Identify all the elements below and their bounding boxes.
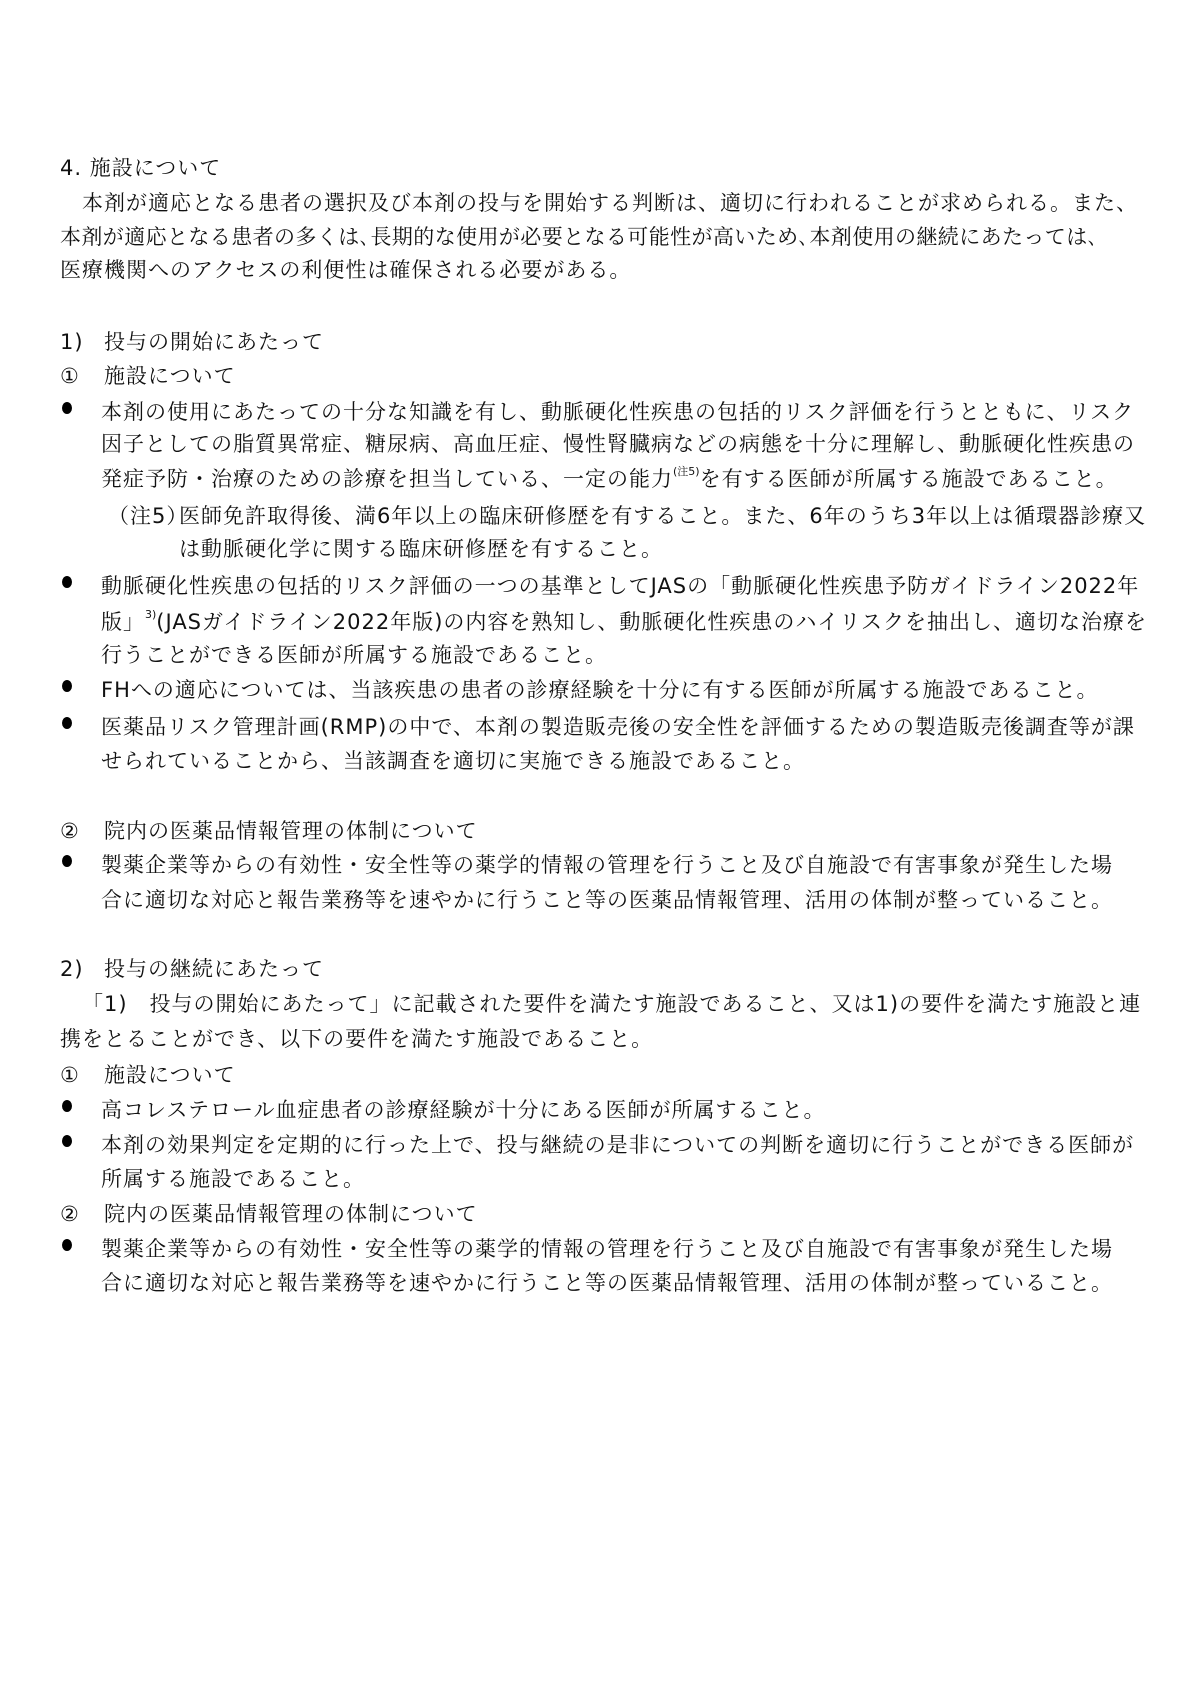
bullet-text-part: 版」 [101, 610, 145, 634]
bullet-icon [62, 576, 72, 588]
reference-mark: 3) [145, 608, 157, 621]
note-text: 医師免許取得後、満6年以上の臨床研修歴を有すること。また、6年のうち3年以上は循環器診療又 [179, 504, 1147, 528]
subsection-label: 2) [60, 957, 84, 981]
bullet-icon [62, 855, 72, 867]
bullet-text: 所属する施設であること。 [101, 1167, 365, 1191]
bullet-icon [62, 717, 72, 729]
bullet-text: 製薬企業等からの有効性・安全性等の薬学的情報の管理を行うこと及び自施設で有害事象が発生した場 [101, 1237, 1113, 1261]
bullet-icon [62, 402, 72, 414]
intro-line: 「1) 投与の開始にあたって」に記載された要件を満たす施設であること、又は1)の要件を満たす施設と連 [82, 992, 1142, 1016]
item-heading: 院内の医薬品情報管理の体制について [104, 819, 478, 843]
item-label: ① [60, 1063, 80, 1087]
bullet-text: 行うことができる医師が所属する施設であること。 [101, 643, 607, 667]
bullet-text [101, 466, 1118, 492]
note-text: は動脈硬化学に関する臨床研修歴を有すること。 [179, 537, 663, 561]
item-label: ② [60, 1202, 80, 1226]
subsection-heading: 投与の開始にあたって [104, 330, 324, 354]
bullet-text: 合に適切な対応と報告業務等を速やかに行うこと等の医薬品情報管理、活用の体制が整っていること。 [101, 1271, 1113, 1295]
subsection-heading: 投与の継続にあたって [104, 957, 324, 981]
bullet-icon [62, 680, 72, 692]
bullet-text: せられていることから、当該調査を適切に実施できる施設であること。 [101, 749, 805, 773]
bullet-text: 本剤の効果判定を定期的に行った上で、投与継続の是非についての判断を適切に行うことができる医師が [101, 1133, 1135, 1157]
item-label: ② [60, 819, 80, 843]
intro-line: 本剤が適応となる患者の選択及び本剤の投与を開始する判断は、適切に行われることが求められる。また、 [60, 191, 1138, 215]
subsection-label: 1) [60, 330, 84, 354]
bullet-text-part: (JASガイドライン2022年版)の内容を熟知し、動脈硬化性疾患のハイリスクを抽出し、適切な治療を [156, 610, 1147, 634]
bullet-text [101, 609, 1147, 635]
note-label: （注5） [108, 504, 189, 528]
bullet-text-part: 発症予防・治療のための診療を担当している、一定の能力 [101, 467, 673, 491]
item-label: ① [60, 364, 80, 388]
bullet-text: 因子としての脂質異常症、糖尿病、高血圧症、慢性腎臓病などの病態を十分に理解し、動脈硬化性疾患の [101, 432, 1135, 456]
item-heading: 施設について [104, 364, 236, 388]
item-heading: 施設について [104, 1063, 236, 1087]
footnote-ref: (注5) [673, 465, 700, 478]
bullet-text: 合に適切な対応と報告業務等を速やかに行うこと等の医薬品情報管理、活用の体制が整っていること。 [101, 888, 1113, 912]
bullet-text: 高コレステロール血症患者の診療経験が十分にある医師が所属すること。 [101, 1098, 826, 1122]
intro-line: 本剤が適応となる患者の多くは､長期的な使用が必要となる可能性が高いため､本剤使用の継続にあたっては､ [60, 225, 1099, 249]
bullet-icon [62, 1100, 72, 1112]
bullet-text: 本剤の使用にあたっての十分な知識を有し、動脈硬化性疾患の包括的リスク評価を行うとともに、リスク [101, 400, 1135, 424]
bullet-text: 医薬品リスク管理計画(RMP)の中で、本剤の製造販売後の安全性を評価するための製造販売後調査等が課 [101, 715, 1135, 739]
bullet-icon [62, 1239, 72, 1251]
bullet-text: 製薬企業等からの有効性・安全性等の薬学的情報の管理を行うこと及び自施設で有害事象が発生した場 [101, 853, 1113, 877]
bullet-text: 動脈硬化性疾患の包括的リスク評価の一つの基準としてJASの「動脈硬化性疾患予防ガイドライン2022年 [101, 574, 1140, 598]
intro-line: 携をとることができ、以下の要件を満たす施設であること。 [60, 1027, 654, 1051]
item-heading: 院内の医薬品情報管理の体制について [104, 1202, 478, 1226]
bullet-text-part: を有する医師が所属する施設であること。 [699, 467, 1118, 491]
section-heading: 4. 施設について [60, 156, 222, 180]
intro-line: 医療機関へのアクセスの利便性は確保される必要がある。 [60, 258, 632, 282]
bullet-icon [62, 1135, 72, 1147]
bullet-text: FHへの適応については、当該疾患の患者の診療経験を十分に有する医師が所属する施設であること。 [101, 678, 1099, 702]
